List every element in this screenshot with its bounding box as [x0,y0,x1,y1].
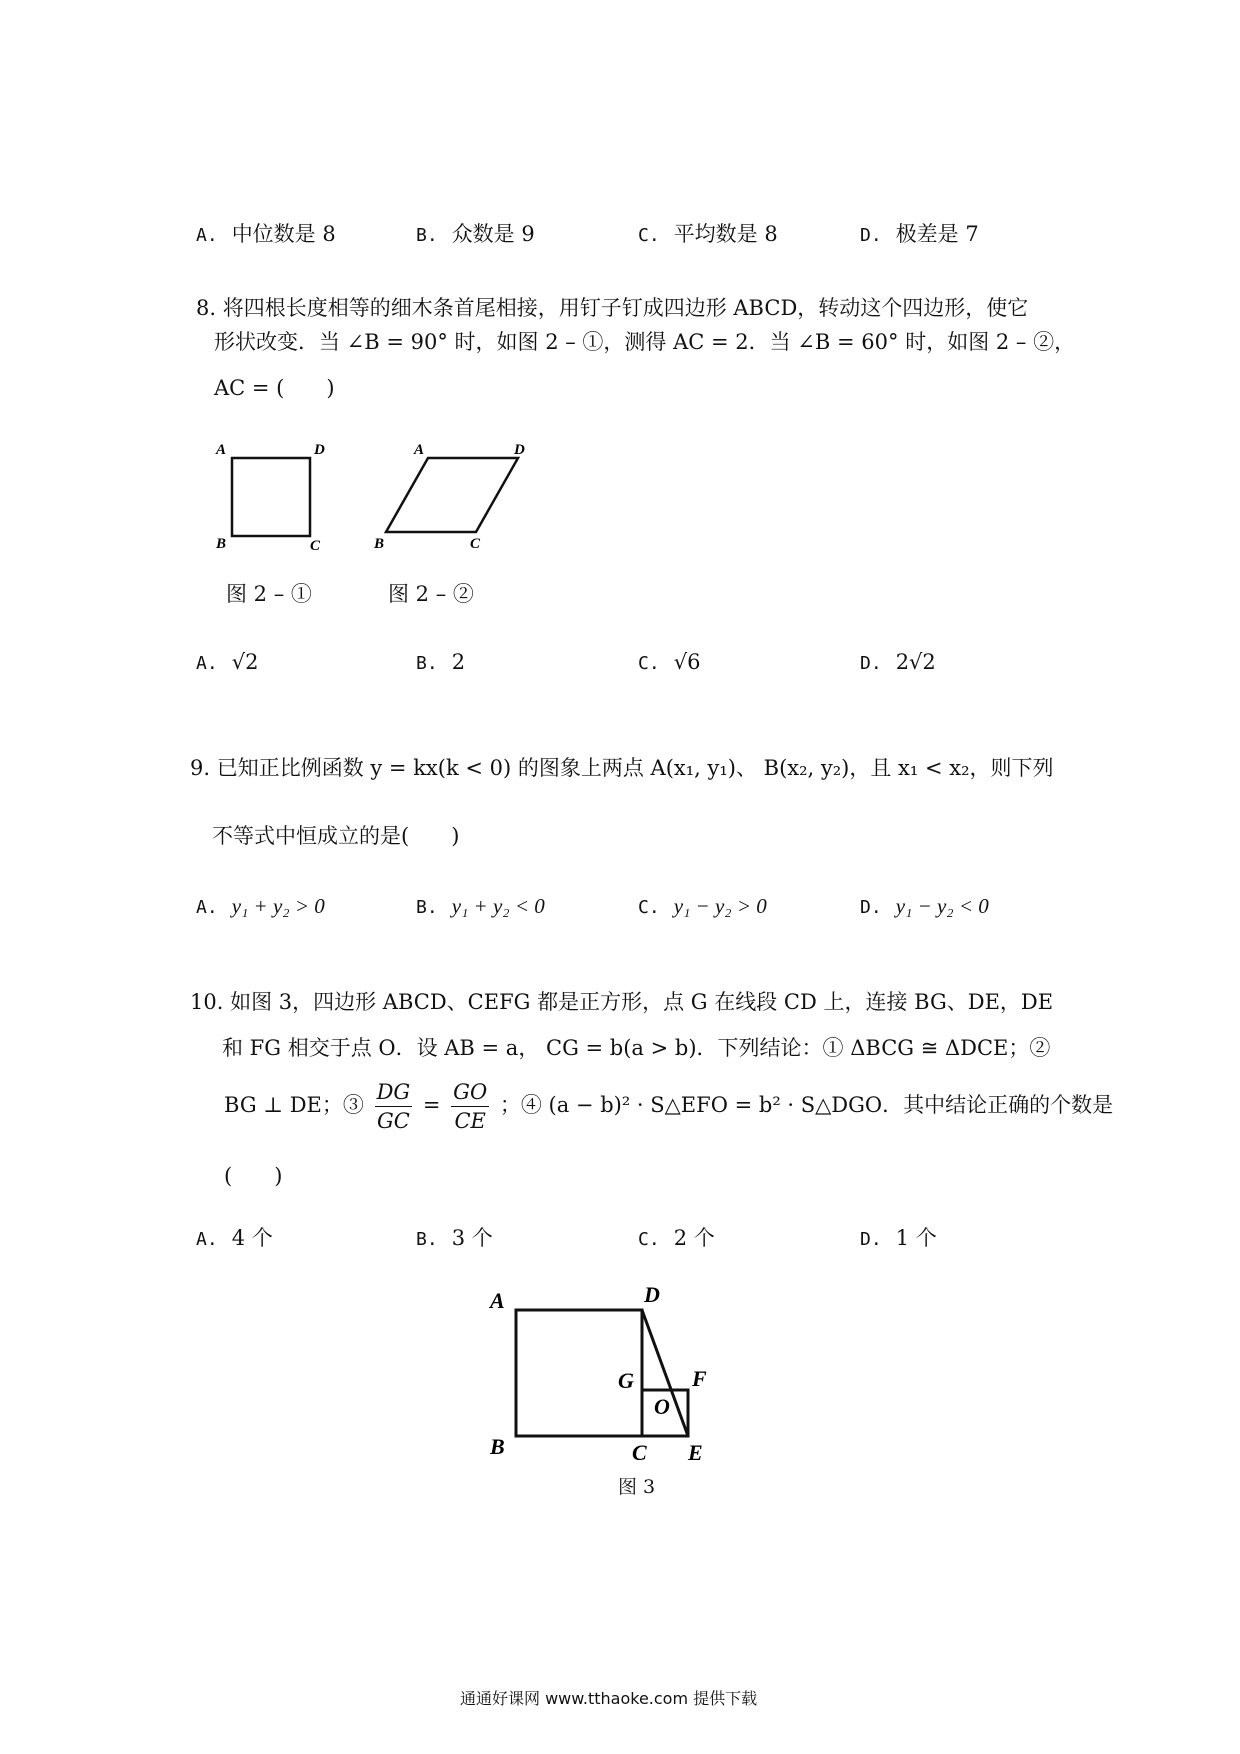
q10-option-a: A. 4 个 [196,1226,273,1250]
fig3-label-c: C [632,1440,647,1465]
q8-line-3: AC = ( ) [214,376,335,400]
q10-option-d: D. 1 个 [860,1226,937,1250]
q7-option-a: A. 中位数是 8 [196,222,336,246]
fig1-label-b: B [216,536,227,552]
figure-3-squares [480,1270,740,1470]
q9-line-2: 不等式中恒成立的是( ) [212,824,460,848]
fig3-label-g: G [618,1368,634,1393]
fig3-label-b: B [490,1434,505,1459]
q9-line-1: 9. 已知正比例函数 y = kx(k < 0) 的图象上两点 A(x₁, y₁)、 B(x₂, y₂)，且 x₁ < x₂，则下列 [190,756,1054,780]
q10-option-b: B. 3 个 [416,1226,493,1250]
q8-option-d: D. 2√2 [860,650,936,674]
q7-option-b: B. 众数是 9 [416,222,535,246]
fig2-label-b: B [374,536,385,552]
fig2-label-c: C [470,536,481,552]
q8-option-a: A. √2 [196,650,259,674]
figure-2-2-rhombus [370,436,540,554]
fig1-label-d: D [314,442,325,458]
q10-option-c: C. 2 个 [638,1226,715,1250]
page-footer: 通通好课网 www.tthaoke.com 提供下载 [460,1689,758,1708]
fig3-label-e: E [688,1440,703,1465]
fraction-dg-gc: $\frac{DG}{GC}$ [376,1080,411,1133]
fig3-label-o: O [654,1394,670,1419]
fig3-label-f: F [692,1366,707,1391]
fig2-label-a: A [414,442,425,458]
fraction-go-ce: $\frac{GO}{CE}$ [453,1080,488,1133]
figure-2-1-square [210,436,330,554]
q8-line-1: 8. 将四根长度相等的细木条首尾相接，用钉子钉成四边形 ABCD，转动这个四边形，使它 [196,296,1029,320]
fig1-label-a: A [216,442,227,458]
q9-option-d: D. y₁ − y₂ < 0 [860,894,989,918]
figure-3-caption: 图 3 [618,1476,656,1498]
q8-option-b: B. 2 [416,650,466,674]
q8-line-2: 形状改变．当 ∠B = 90° 时，如图 2 – ①，测得 AC = 2．当 ∠B = 60° 时，如图 2 – ②， [214,330,1076,354]
fig3-label-d: D [644,1282,660,1307]
q9-option-c: C. y₁ − y₂ > 0 [638,894,767,918]
figure-2-2-caption: 图 2 – ② [388,582,474,606]
fig1-label-c: C [310,538,321,554]
q10-line-2: 和 FG 相交于点 O．设 AB = a， CG = b(a > b)．下列结论：① ΔBCG ≅ ΔDCE；② [222,1036,1051,1060]
q7-option-c: C. 平均数是 8 [638,222,778,246]
figure-2-1-caption: 图 2 – ① [226,582,312,606]
q9-option-b: B. y₁ + y₂ < 0 [416,894,545,918]
q7-option-d: D. 极差是 7 [860,222,979,246]
q10-line-1: 10. 如图 3，四边形 ABCD、CEFG 都是正方形，点 G 在线段 CD 上，连接 BG、DE，DE [190,990,1054,1014]
q10-line-4: ( ) [224,1164,283,1188]
q10-line-3: BG ⊥ DE；③ $\frac{DG}{GC}$ = $\frac{GO}{CE}$ ；④ (a − b)² · S△EFO = b² · S△DGO．其中结论正确的个数是 [224,1080,1114,1133]
q8-option-c: C. √6 [638,650,701,674]
q9-option-a: A. y₁ + y₂ > 0 [196,894,325,918]
fig2-label-d: D [514,442,525,458]
fig3-label-a: A [490,1288,505,1313]
